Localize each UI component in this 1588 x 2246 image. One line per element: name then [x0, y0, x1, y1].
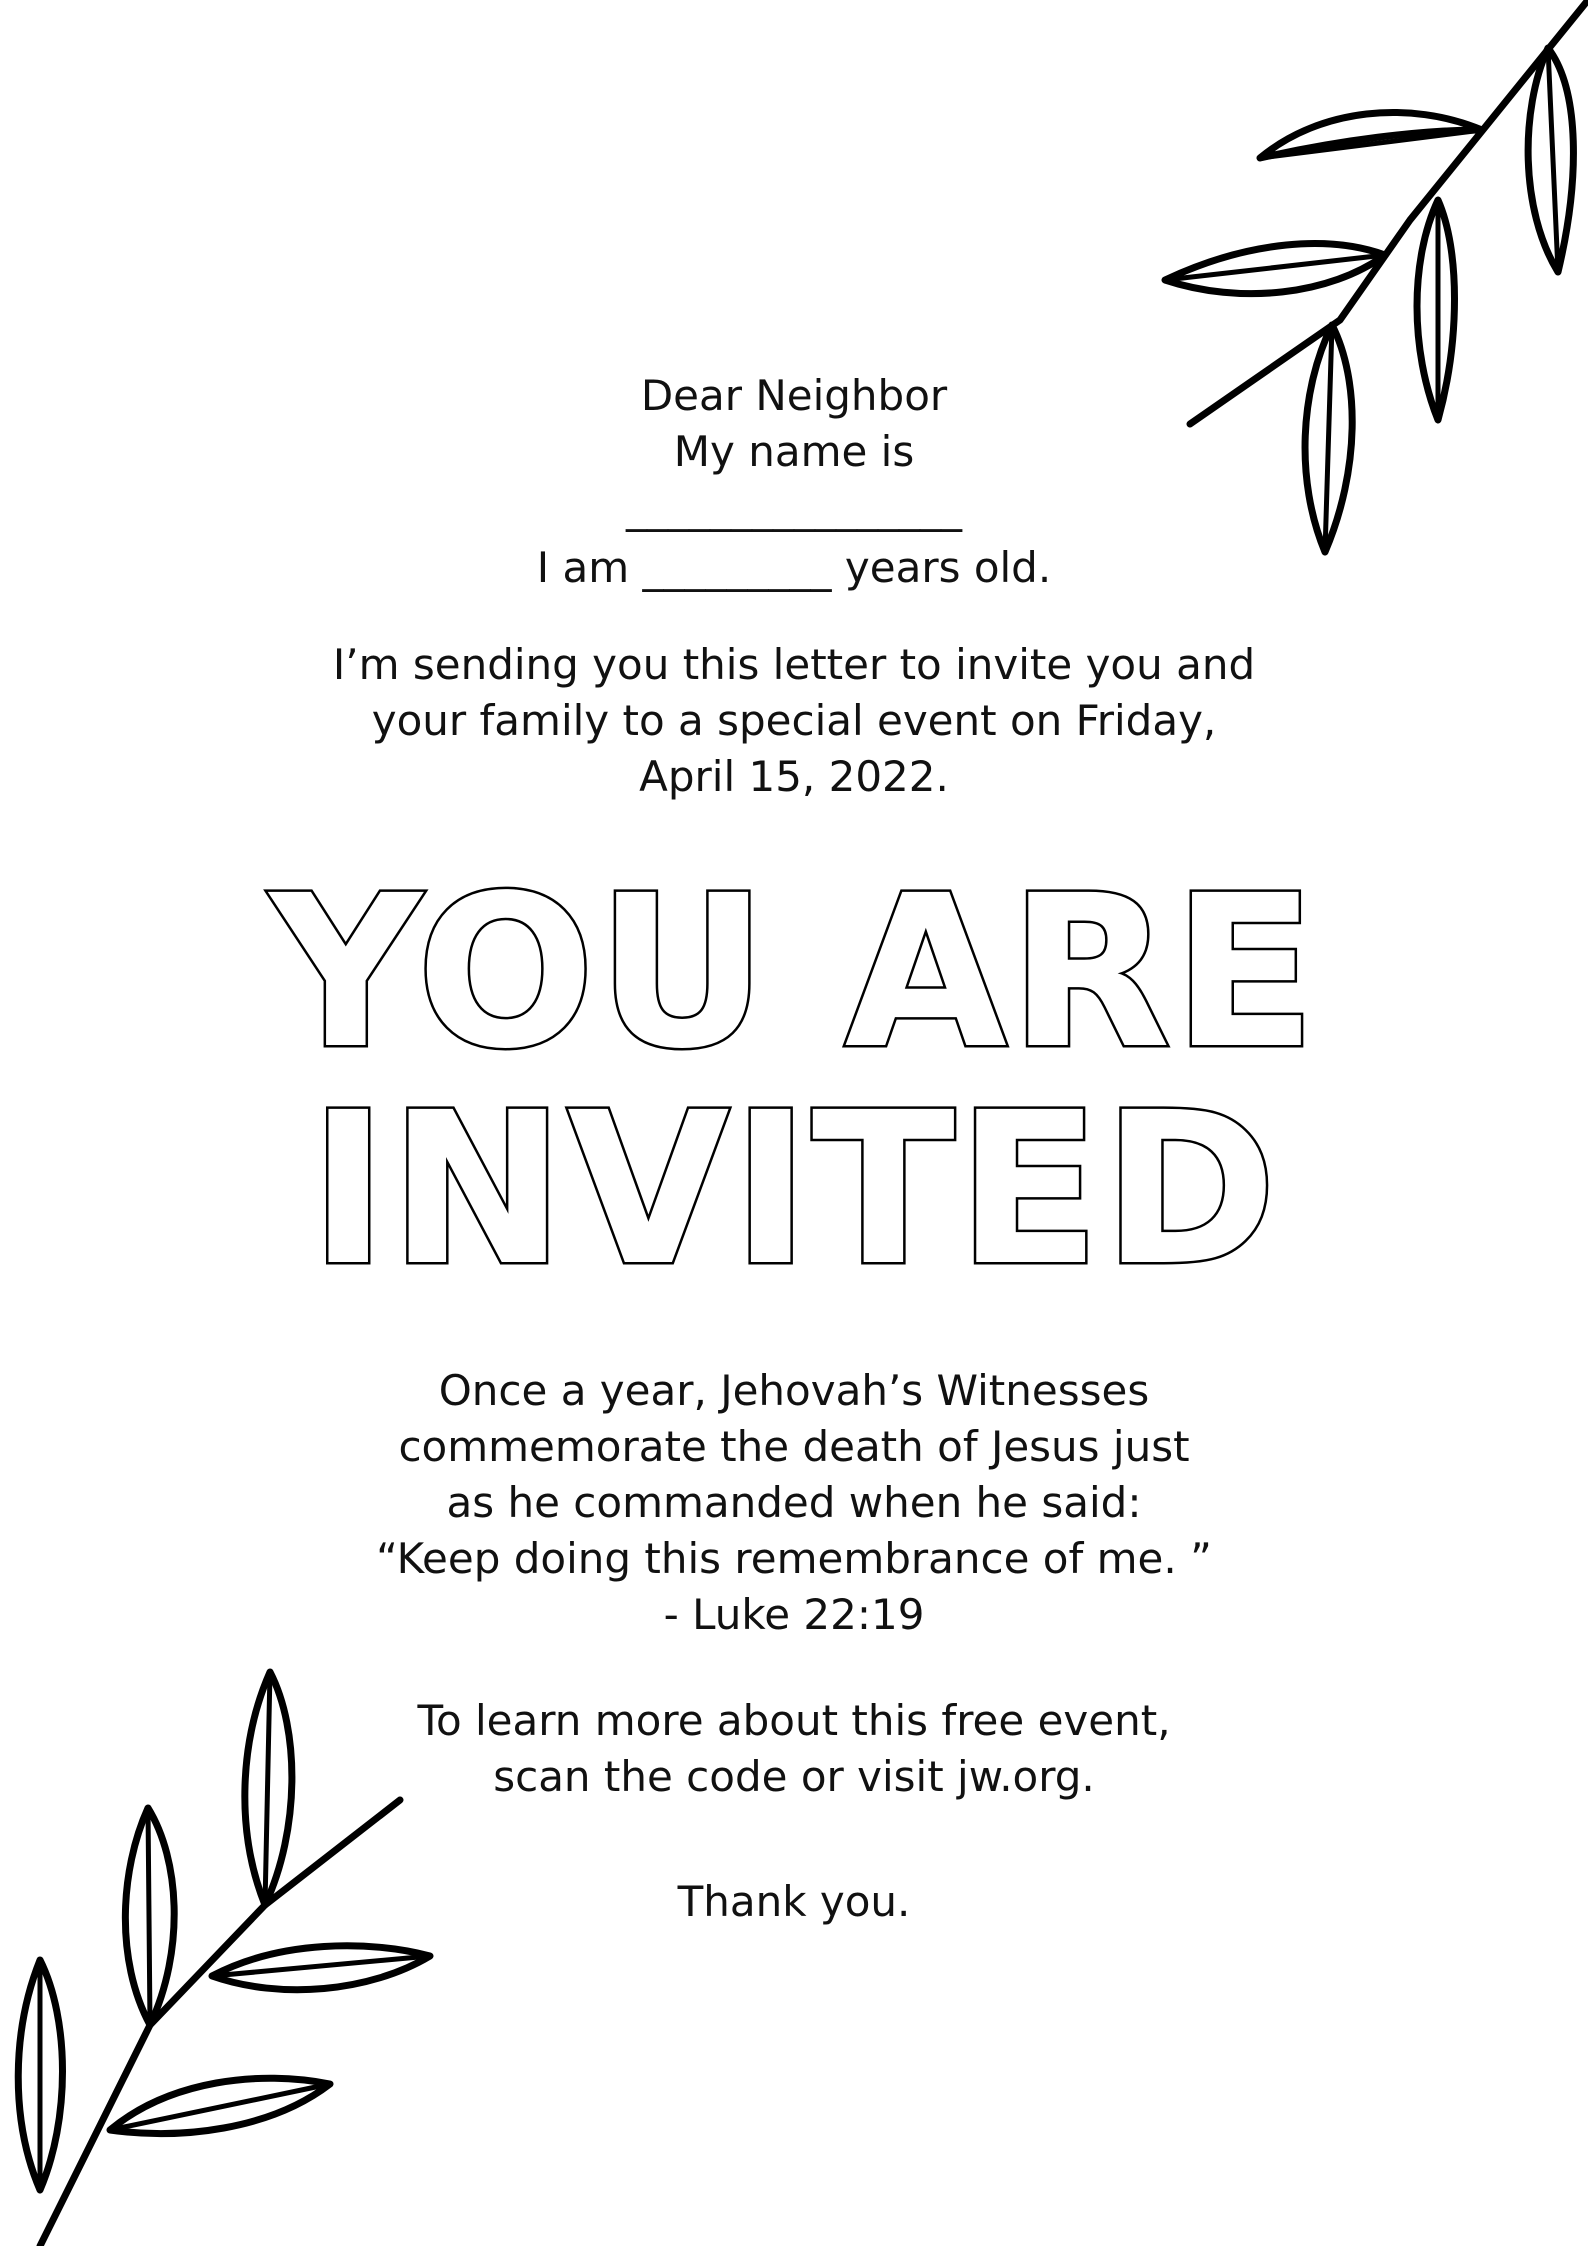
- invite-paragraph: [0, 637, 1588, 805]
- greeting-block: [0, 368, 1588, 536]
- body-line: as he commanded when he said:: [446, 1478, 1142, 1527]
- closing-text: Thank you.: [677, 1877, 911, 1926]
- scripture-reference: - Luke 22:19: [663, 1590, 925, 1639]
- body-paragraph: [0, 1363, 1588, 1643]
- age-block: [0, 540, 1588, 596]
- greeting-text: Dear Neighbor: [640, 371, 948, 420]
- hero-headline-line-2: INVITED: [309, 1067, 1279, 1312]
- leaf-branch-icon: [0, 1660, 450, 2246]
- age-text: I am _________ years old.: [536, 543, 1052, 592]
- hero-headline-line-1: YOU ARE: [269, 850, 1319, 1095]
- learn-more-line: To learn more about this free event,: [417, 1696, 1171, 1745]
- name-blank: ________________: [626, 483, 962, 532]
- invite-line: April 15, 2022.: [639, 752, 949, 801]
- invite-line: I’m sending you this letter to invite you and: [332, 640, 1256, 689]
- name-intro-text: My name is: [673, 427, 915, 476]
- body-line: commemorate the death of Jesus just: [398, 1422, 1190, 1471]
- body-line: Once a year, Jehovah’s Witnesses: [438, 1366, 1150, 1415]
- learn-more-line: scan the code or visit jw.org.: [493, 1752, 1095, 1801]
- invite-line: your family to a special event on Friday,: [371, 696, 1217, 745]
- quote-line: “Keep doing this remembrance of me. ”: [376, 1534, 1212, 1583]
